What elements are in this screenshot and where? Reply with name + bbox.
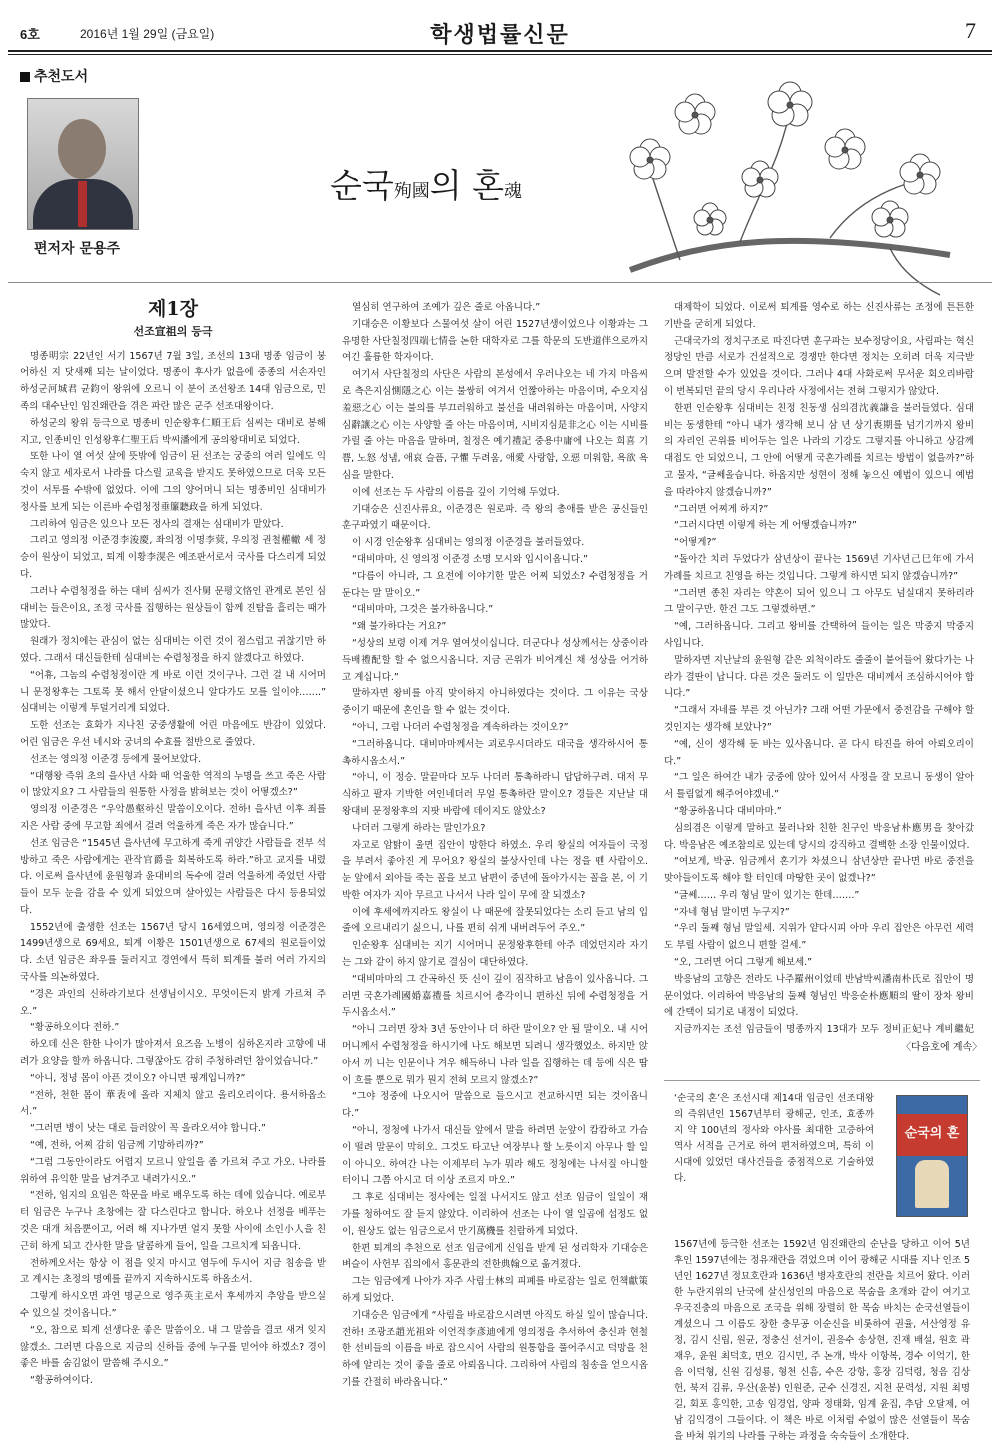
section-title: 추천도서: [34, 69, 89, 85]
paragraph: 도한 선조는 효화가 지나친 궁중생활에 어린 마음에도 반감이 있었다. 어린 임금은 우선 네시와 궁녀의 수효를 절반으로 줄였다.: [20, 720, 326, 748]
paragraph: “아니, 정녕 몸이 아픈 것이오? 아니면 핑계입니까?”: [30, 1072, 246, 1084]
book-intro-text: ‘순국의 혼’은 조선시대 제14대 임금인 선조대왕의 즉위년인 1567년부터 광해군, 인조, 효종까지 약 100년의 정사와 야사를 최대한 고증하여 역사 서적을 근거로 하여 편저하였으며, 특히 이 시대에 있었던 대사건들을 중점적으로 기술하였다.: [674, 1093, 874, 1184]
article-column-1: [20, 295, 326, 1385]
paragraph: “경은 과인의 신하라기보다 선생님이시오. 무엇이든지 밝게 가르쳐 주오.”: [20, 988, 326, 1017]
paragraph: “아니, 정청에 나가서 대신들 앞에서 말을 하려면 눈앞이 캄캄하고 가슴이 떨려 말문이 막히오. 그것도 타고난 여장부나 할 노릇이지 아무나 할 일이 아니오. 하여간 나는 이제부터 누가 뭐라 해도 정청에는 나서질 아니할 터이니 그쯤 아시고 더 이상 조르지 마오.”: [342, 1125, 648, 1187]
paragraph: 박응남의 고향은 전라도 나주羅州이었데 반남박씨潘南朴氏로 집안이 명문이었다. 이리하여 박응남의 둘째 형님인 박응순朴應順의 딸이 장차 왕비에 간택이 되기로 내정이 되었다.: [664, 973, 974, 1019]
paragraph: “대비마마, 그것은 불가하옵니다.”: [352, 604, 494, 616]
paragraph: 말하자면 왕비를 아직 맞이하지 아니하였다는 것이다. 그 이유는 국상 중이기 때문에 혼인을 할 수 없는 것이다.: [342, 688, 648, 717]
page-number: 7: [965, 18, 976, 43]
paragraph: “성상의 보령 이제 겨우 열여섯이십니다. 더군다나 성상께서는 상중이라 득배禮配할 할 수 없으시옵니다. 지금 곤위가 비어계신 채 성상을 어거하고 계십니다.”: [342, 637, 648, 683]
book-body-text: 1567년에 등극한 선조는 1592년 임진왜란의 순난을 당하고 이어 5년 후인 1597년에는 정유재란을 겪었으며 이어 광해군 시대를 지나 인조 5년인 1627년 정묘호란과 1636년 병자호란의 전란을 치르어 왔다. 이러한 누란지위의 난국에 살신성인의 마음으로 목숨을 초개와 같이 여기고 우국진충의 마음으로 조국을 위해 장렬히 한 목숨 바치는 순국선열들이 계셨으니 그 이름도 장한 충무공 이순신을 비롯하여 권율, 서산영정 유정, 김시 신립, 원균, 정충신 선거이, 권응수 송상현, 진재 배설, 원호 곽재우, 윤원 최덕호, 면오 김시민, 주 논개, 박사 이항복, 경수 이억기, 한음 이덕형, 신원 김성룡, 형천 신흠, 수은 강항, 홍장 김덕령, 청음 김상헌, 북저 김류, 우산(윤봉) 인원준, 군수 신경진, 지천 문력성, 지원 최명길, 회포 홍익한, 고송 임경업, 양파 정태화, 임계 윤집, 추담 오달제, 여남 김익경이 그들이다. 이 책은 바로 이처럼 수없이 많은 선열들이 목숨을 바쳐 위기의 나라를 구하는 과정을 숙숙들이 소개한다.: [674, 1239, 971, 1442]
paragraph: 1552년에 출생한 선조는 1567년 당시 16세였으며, 영의정 이준경은 1499년생으로 69세요, 퇴계 이황은 1501년생으로 67세의 원로들이었다. 소년 임금은 좌우를 둘러지고 경연에서 특히 퇴계를 불러 여러 가지의 국사를 의논하였다.: [20, 921, 326, 984]
paragraph: “그야 정중에 나오시어 말씀으로 들으시고 전교하시면 되는 것이옵니다.”: [342, 1091, 648, 1120]
paragraph: 열심히 연구하여 조예가 깊은 줄로 아옵니다.”: [352, 302, 541, 313]
paragraph: 인순왕후 심대비는 지기 시어머니 문정왕후한테 아주 데었던지라 자기는 그와 같이 하지 않기로 결심이 대단하였다.: [342, 940, 648, 969]
square-bullet-icon: [20, 72, 30, 82]
title-hanja: 殉國: [393, 181, 430, 202]
paragraph: “예, 신이 생각해 둔 바는 있사옵니다. 곧 다시 타진을 하여 아뢰오리이다.”: [664, 738, 974, 767]
paragraph: “황공하옵니다 대비마마.”: [674, 805, 782, 817]
issue-date: 2016년 1월 29일 (금요일): [80, 27, 215, 41]
cover-title: 순국의 혼: [904, 1126, 960, 1141]
section-label: [20, 66, 88, 86]
paragraph: “그 일은 하여간 내가 궁중에 앉아 있어서 사정을 잘 모르니 동생이 알아서 틀림없게 해주어야겠네.”: [664, 772, 974, 801]
paragraph: 원래가 정치에는 관심이 없는 심대비는 이런 것이 점스럽고 귀찮기만 하였다. 그래서 대신들한테 심대비는 수렴청정을 하지 않겠다고 하였다.: [20, 636, 326, 664]
paragraph: 선조 임금은 “1545년 을사년에 무고하게 죽게 귀양간 사람들을 전부 석방하고 죽은 사람에게는 관작官爵을 회복하도록 하라.”하고 교지를 내렸다. 이로써 을사년에 윤원형과 윤대비의 독수에 걸려 억울하게 죽었던 사람들이 모두 눈을 감을 수 있게 되었으며 살아있는 사람들은 다시 등용되었다.: [20, 837, 326, 916]
paragraph: “대비마마, 신 영의정 이준경 소명 모시와 입시이옵니다.”: [352, 553, 588, 565]
paragraph: “아니, 그럼 나더러 수렴청정을 계속하라는 것이오?”: [352, 721, 569, 733]
paragraph: 하오데 신은 한한 나이가 많아져서 요즈음 노병이 심하온지라 고향에 내려가 요양을 할까 하옵니다. 그렇잖아도 감히 주청하려던 참이었습니다.”: [20, 1039, 326, 1068]
paragraph: “아니 그러면 장차 3년 동안이나 더 하란 말이오? 안 될 말이오. 내 시어머니께서 수렴청정을 하시기에 나도 해보면 되려니 생각했었소. 하지만 앉아서 끼 니는 인문이나 겨우 해득하니 나라 일을 집행하는 데 등에 식은 땀이 흐를 뿐으로 뭐가 뭔지 전혀 모르지 않겠소?”: [342, 1024, 648, 1086]
paragraph: “대비마마의 그 간곡하신 뜻 신이 깊이 짐작하고 남음이 있사옵니다. 그러면 국혼가례國婚嘉禮를 치르시어 총각이니 편하신 뒤에 수렴청정을 거두시옵소서.”: [342, 973, 648, 1019]
paragraph: 하성군의 왕위 등극으로 명종비 인순왕후仁順王后 심씨는 대비로 봉해지고, 인종비인 인성왕후仁聖王后 박씨潘에게 공의왕대비로 되었다.: [20, 417, 326, 446]
paragraph: “그럼 그동안이라도 어렵지 모르니 앞일을 좀 가르쳐 주고 가오. 나라를 위하여 유익한 말을 남겨주고 내려가시오.”: [20, 1156, 326, 1185]
header-rule-thin: [8, 54, 992, 55]
paragraph: 영의정 이준경은 “우악愚壑하신 말씀이오이다. 전하! 을사년 이후 죄를 지은 사람 중에 무고함 죄에서 걸려 억울하게 죽은 자가 많습니다.”: [20, 804, 326, 832]
paragraph: 한편 퇴계의 추천으로 선조 임금에게 신임을 받게 된 성리학자 기대승은 벼슬이 사헌부 집의에서 홍문관의 전한典翰으로 옮겨졌다.: [342, 1242, 648, 1271]
paragraph: 그는 임금에게 나아가 자주 사림士林의 피폐를 바로잡는 일로 헌책獻策하게 되었다.: [342, 1276, 648, 1305]
issue-number: 6호: [20, 27, 40, 42]
paragraph: 그리고 영의정 이준경李浚慶, 좌의정 이명李蓂, 우의정 권철權轍 세 정승이 원상이 되었고, 퇴계 이황李滉은 예조판서로서 국사를 다스리게 되었다.: [20, 535, 326, 580]
photo-tie: [78, 181, 87, 227]
paragraph: 근대국가의 정치구조로 따진다면 훈구파는 보수정당이요, 사림파는 혁신정당인 만큼 서로가 건설적으로 경쟁만 한다면 정치는 오히려 더욱 지극받으며 발전할 수가 있었을 것이다. 그러나 4대 사화로써 무서운 회오리바람이 번복되던 끝의 당시 우리나라 사정에서는 전혀 그렇지가 않았다.: [664, 335, 974, 397]
paragraph: “그러면 어찌게 하지?”: [674, 503, 769, 515]
paragraph: 심의겸은 이렇게 말하고 물러나와 친한 친구인 박응남朴應男을 찾아갔다. 박응남은 예조참의로 있는데 당시의 강직하고 결백한 소장 인물이었다.: [664, 822, 974, 851]
cover-figure: [915, 1160, 949, 1208]
paragraph: 그 후로 심대비는 정사에는 일절 나서지도 않고 선조 임금이 일일이 재가를 청하여도 잘 듣지 않았다. 이리하여 선조는 나이 열 일곱에 섭정도 없이, 원상도 없는 임금으로서 만기萬機를 친람하게 되었다.: [342, 1192, 648, 1237]
paragraph: “황공하여이다.: [30, 1375, 94, 1385]
cherry-blossom-illustration: [590, 70, 960, 310]
paragraph: 기대승은 임금에게 “사림을 바로잡으시려면 아직도 하실 일이 많습니다. 전하! 조광조趙光祖와 이언적李彥迪에게 영의정을 추서하여 충신과 현철한 선비들의 이름을 바로 잡으시어 사람의 원통함을 풀어주시고 덕망을 천하에 알리는 것이 좋을 줄로 아뢰옵니다. 그리하여 사림의 침송을 얻으시옵기를 간절히 바라옵니다.”: [342, 1309, 648, 1388]
paragraph: 기대승은 신진사류요, 이준경은 원로파. 즉 왕의 총애를 받은 공신들인 훈구파였기 때문이다.: [342, 503, 648, 532]
paragraph: “여보게, 박공. 임금께서 혼기가 차셨으니 삼년상만 끝나면 바로 중전을 맞아들이도록 해야 할 터인데 마땅한 곳이 없겠나?”: [664, 856, 974, 885]
continued-note: 〈다음호에 계속〉: [901, 1042, 983, 1053]
paragraph: 이에 후세에까지라도 왕실이 나 때문에 잘못되었다는 소리 듣고 남의 입줄에 오르내리기 싫으니, 나를 편히 쉬게 내버려두어 주오.”: [342, 906, 648, 935]
paragraph: 그러나 수렴청정을 하는 대비 심씨가 진사舅 문평文恪인 관계로 본인 심대비는 들은이요, 조정 국사를 집행하는 원상들이 함께 진탐을 흘리는 때가 많았다.: [20, 585, 326, 631]
book-intro-box: [664, 1080, 980, 1442]
paragraph: “오, 그러면 어디 그렇게 해보세.”: [674, 957, 813, 969]
paragraph: “그러하옵니다. 대비마마께서는 괴로우시더라도 대국을 생각하시어 통촉하시옵소서.”: [342, 738, 648, 767]
book-cover: [896, 1095, 968, 1217]
paragraph: “어휴, 그놈의 수렴청정이란 게 바로 이런 것이구나. 그런 걸 내 시어머니 문정왕후는 그토록 못 해서 안달이셨으니 알다가도 모를 일이야…….” 심대비는 이렇게 투덜거리게 되었다.: [20, 669, 326, 715]
paragraph: “황공하오이다 전하.”: [30, 1022, 120, 1034]
chapter-subtitle: 선조宣祖의 등극: [133, 324, 213, 338]
paragraph: 여기서 사단칠정의 사단은 사람의 본성에서 우러나오는 네 가지 마음씨로 측은지심惻隱之心 이는 불쌍히 여겨서 언짢아하는 마음이며, 수오지심羞惡之心 이는 불의를 부끄러워하고 불선을 내려워하는 마음이며, 사양지심辭讓之心 이는 사양할 줄 아는 마음이며, 시비지심是非之心 이는 시비를 가릴 줄 아는 마음을 말하며, 칠정은 예기禮記 중용中庸에 나오는 희喜 기쁨, 노怒 성냄, 애哀 슬픔, 구懼 두려움, 애愛 사랑함, 오惡 미워함, 욕欲 욕심을 말한다.: [342, 369, 648, 481]
paragraph: 기대승은 이황보다 스물여섯 살이 어린 1527년생이었으나 이황과는 그 유명한 사단칠정四端七情을 논한 대학자로 그를 학문의 도반道伴으로까지 여긴 훌륭한 학자이다.: [342, 318, 648, 364]
paragraph: “예, 그러하옵니다. 그리고 왕비를 간택하여 들이는 일은 막중지 막중지사입니다.: [664, 621, 974, 649]
paragraph: “예, 전하, 어찌 감히 임금께 기망하리까?”: [30, 1140, 204, 1152]
title-hanja2: 魂: [504, 181, 523, 202]
paragraph: 말하자면 지난날의 윤원형 같은 외척이라도 줄줄이 붙어들어 왔다가는 나라가 결딴이 납니다. 다른 것은 둘러도 이 일만은 대비께서 조심하시어야 합니다.”: [664, 654, 974, 700]
masthead: 학생법률신문: [430, 23, 570, 48]
chapter-heading: 제1장: [148, 298, 198, 320]
paragraph: “왜 불가하다는 거요?”: [352, 621, 447, 633]
paragraph: 또한 나이 열 여섯 살에 뜻밖에 임금이 된 선조는 궁중의 여러 일에도 익숙지 않고 세자로서 나라를 다스릴 교육을 받지도 못하였으므로 더욱 모든 것이 서투를 수밖에 없었다. 이에 그의 양어머니 되는 명종비인 심대비가 정사를 보게 되는 이른바 수렴청정垂簾聽政을 하게 되었다.: [20, 451, 326, 513]
page-header: [8, 18, 992, 48]
header-rule: [8, 50, 992, 52]
paragraph: “그러면 병이 낫는 대로 들러앉이 꼭 올라오셔야 합니다.”: [30, 1123, 266, 1135]
paragraph: 선조는 영의정 이준경 등에게 물어보았다.: [30, 753, 202, 765]
paragraph: 자고로 암탉이 울면 집안이 망한다 하였소. 우리 왕실의 여자들이 국정을 부려서 좋아진 게 무어요? 왕실의 불상사인데 나는 정을 뗀 사람이오. 눈 앞에서 외아들 죽는 꼴을 보고 남편이 중년에 돌아가시는 꼴을 본, 이 기박한 여자가 지아 무르고 나서서 나라 일이 무에 잘 되겠소?: [342, 839, 648, 901]
paragraph: “어떻게?”: [674, 537, 717, 549]
paragraph: “다름이 아니라, 그 요전에 이야기한 말은 어찌 되었소? 수렴청정을 거둔다는 말 말이오.”: [342, 570, 648, 599]
article-column-3: [664, 300, 974, 1040]
paragraph: “오, 참으로 퇴계 선생다운 좋은 말씀이오. 내 그 말씀을 결코 새겨 잊지 않겠소. 그러면 다음으로 지금의 신하들 중에 누구를 믿어야 하겠소? 경이 좋은 바를 숨김없이 말씀해 주시오.”: [20, 1324, 326, 1370]
paragraph: 이 시경 인순왕후 심대비는 영의정 이준경을 불러들였다.: [352, 537, 585, 549]
paragraph: “그러시다면 이렇게 하는 게 어떻겠습니까?”: [674, 520, 857, 532]
paragraph: 명종明宗 22년인 서기 1567년 7월 3일, 조선의 13대 명종 임금이 붕어하신 지 닷새째 되는 날이었다. 명종이 후사가 없을에 중종의 서손자인 하성군河城君 균鈞이 왕위에 오르니 이 분이 조선왕조 14대 임금으로, 민족의 대수난인 임진왜란을 겪은 파란 많은 군주 선조대왕이다.: [20, 350, 326, 412]
paragraph: “돌아간 치러 두었다가 삼년상이 끝나는 1569년 기사년己巳年에 가서 가례를 치르고 친영을 하는 것입니다. 그렇게 하시면 되지 않겠습니까?”: [664, 553, 974, 582]
paragraph: “글쎄…… 우리 형님 말이 있기는 한데…….”: [674, 889, 860, 901]
title-main: 순국: [330, 166, 394, 205]
paragraph: “우리 둘째 형님 말일세. 지위가 얕다시피 아마 우리 집안은 아무런 세력도 부릴 사람이 없으니 편할 걸세.”: [664, 923, 974, 952]
title-mid: 의 혼: [429, 166, 505, 205]
paragraph: 한편 인순왕후 심대비는 친정 친동생 심의겸沈義謙을 불러들였다. 심대비는 동생한테 “아니 내가 생각해 보니 삼 년 상기喪期를 넘기기까지 왕비의 자리인 곤위를 비어두는 일은 나라의 기강도 그렇지를 아니하고 상감께 대접도 안 되었으니, 그 안에 어떻게 국혼가례를 치르는 방법이 없을까?”하고 물자, “글쎄올습니다. 하옵지만 성현이 정해 놓으신 예법이 있으니 예법을 따라야지 않겠습니까?”: [664, 402, 974, 498]
paragraph: 전하께오서는 항상 이 점을 잊지 마시고 염두에 두시어 지금 침송을 받고 계시는 초정의 명예를 끝까지 지속하시도록 하옵소서.: [20, 1257, 326, 1286]
feature-title: [330, 160, 522, 207]
article-column-2: [342, 300, 648, 1390]
paragraph: “전하, 천한 몸이 華表에 올라 지체치 않고 올리오리이다. 용서하옵소서.”: [20, 1089, 326, 1118]
paragraph: 대제학이 되었다. 이로써 퇴계를 영수로 하는 신진사류는 조정에 튼튼한 기반을 굳히게 되었다.: [664, 302, 974, 330]
section-rule: [8, 282, 992, 283]
author-photo: [27, 98, 139, 230]
paragraph: “전하, 임지의 요임은 학문을 바로 배우도록 하는 데에 있습니다. 예로부터 임금은 누구나 초창에는 잘 다스린다고 합니다. 하오나 선정을 베푸는 것은 대개 처음뿐이고, 어려 해 지나가면 얼지 못할 사이에 소인小人을 친근히 하게 되고 간사한 말을 달콤하게 들어, 일을 그르치게 되옵니다.: [20, 1190, 326, 1252]
paragraph: 그렇게 하시오면 과연 명군으로 영주英主로서 후세까지 추앙을 받으실 수 있으실 것이옵니다.”: [20, 1291, 326, 1320]
paragraph: 지금까지는 조선 임금들이 명종까지 13대가 모두 정비正妃나 계비繼妃: [674, 1024, 974, 1036]
paragraph: 나더러 그렇게 하라는 말인가요?: [352, 822, 486, 834]
paragraph: 이에 선조는 두 사람의 이름을 깊이 기억해 두었다.: [352, 486, 560, 498]
paragraph: “그래서 자네를 부른 것 아닌가? 그래 어떤 가문에서 중전감을 구해야 할 것인지는 생각해 보았나?”: [664, 705, 974, 733]
photo-head: [58, 119, 106, 179]
paragraph: “그러면 종친 자리는 약혼이 되어 있으니 그 아무도 넘실대지 못하리라 그 말이구만. 한건 그도 그렇겠하면.”: [664, 587, 974, 616]
paragraph: “아니, 이 정승. 말끝마다 모두 나더러 통촉하라니 답답하구려. 대저 무식하고 팔자 기박한 여인네더러 무얼 통촉하란 말이오? 경들은 지난날 대왕대비 문정왕후의 지팟 바람에 데이지도 않았소?: [342, 772, 648, 817]
paragraph: “자네 형님 말이면 누구지?”: [674, 906, 790, 918]
paragraph: 그리하여 임금은 있으나 모든 정사의 결재는 심대비가 맡았다.: [30, 518, 284, 530]
author-caption: 편저자 문용주: [34, 241, 121, 257]
paragraph: “대행왕 즉위 초의 을사년 사화 때 억울한 역적의 누명을 쓰고 죽은 사람이 많았지요? 그 사람들의 원통한 사정을 밝혀보는 것이 어떻겠소?”: [20, 770, 326, 799]
